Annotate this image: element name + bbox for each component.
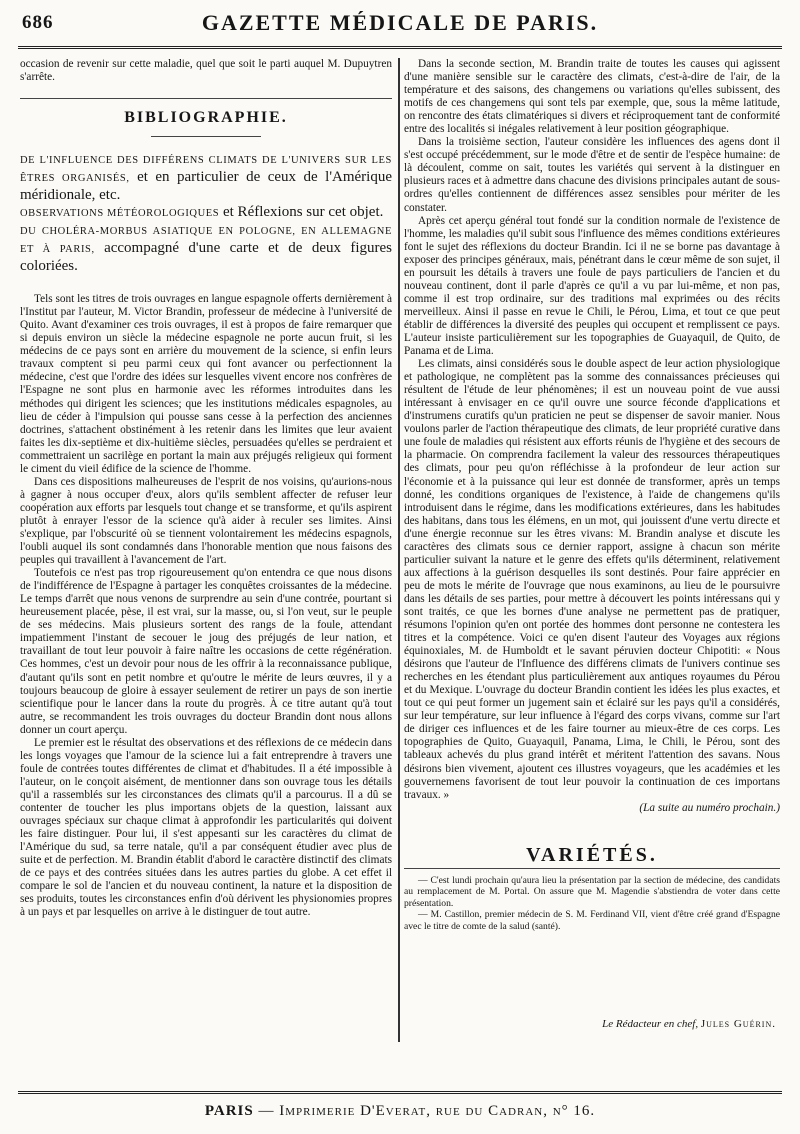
- book-title-1-caps: DE L'INFLUENCE DES DIFFÉRENS CLIMATS DE L'UNIVERS SUR LES ÊTRES ORGANISÉS,: [20, 155, 392, 185]
- to-be-continued: (La suite au numéro prochain.): [639, 801, 780, 814]
- book-title-3-caps: DU CHOLÉRA-MORBUS ASIATIQUE EN POLOGNE, EN ALLEMAGNE ET À PARIS,: [20, 226, 392, 256]
- right-column: [404, 58, 780, 1042]
- editor-role: Le Rédacteur en chef,: [602, 1018, 699, 1030]
- varietes-item: — C'est lundi prochain qu'aura lieu la présentation par la section de médecine, des candidats au remplacement de M. Portal. On assure que M. Magendie s'abstiendra de voter dans cette présentation.: [404, 874, 780, 909]
- paragraph: Les climats, ainsi considérés sous le double aspect de leur action physiologique et pathologique, ne complètent pas la somme des connaissances précieuses qui résultent de l'étude de leur phénomènes; il est un nouveau point de vue aussi intéressant à envisager en ce qu'il ouvre une source féconde d'applications et d'instrumens curatifs qu'un praticien ne peut se dispenser de savoir manier. Nous voulons parler de l'action thérapeutique des climats, de leur propriété curative dans une foule de maladies qui résistent aux efforts réunis de l'hygiène et des secours de la pharmacie. On comprendra facilement la valeur des ressources thérapeutiques des climats, pour peu qu'on réfléchisse à la profondeur de leur action sur l'économie et à la puissance qui leur est donnée de transformer, après un temps donné, les conditions organiques de l'existence, à l'aide de changemens qu'ils introduisent dans le régime, dans les modifications extérieures, dans les habitudes des habitans, dans tous les élémens, en un mot, qui jouissent d'une vertu directe et d'une énergie reconnue sur les êtres vivans: M. Brandin analyse et discute les caractères des climats sous ce dernier rapport, assigne à chacun son mérite particulier suivant la nature et le genre des effets qu'ils déterminent, relativement aux affections à la guérison desquelles ils sont destinés. Pour faire apprécier en peu de mots le mérite de l'ouvrage que nous examinons, au lieu de le poursuivre dans les détails de ses parties, pour mettre à découvert les points intéressans qui y sont traités, ce que les bornes d'une analyse ne permettent pas de pratiquer, résumons l'opinion qu'en ont portée des hommes dont personne ne contestera les titres et la compétence. Voici ce qu'en disent l'auteur des Voyages aux régions équinoxiales, M. de Humboldt et le savant péruvien docteur Chipotiti: « Nous désirons que l'auteur de l'Influence des différens climats de l'univers continue ses recherches en les étendant plus particulièrement aux antiques royaumes du Pérou et du Mexique. L'ouvrage du docteur Brandin contient les idées les plus exactes, et tout ce qui peut former un jugement sain et éclairé sur les pays qu'il a considérés, sur leur température, sur leur influence à l'égard des corps vivans, comme sur l'art de diriger ces influences et de les faire tourner au mieux-être de ces corps. Les topographies de Quito, Guayaquil, Panama, Lima, le Chili, le Pérou, sont des tableaux achevés du plus grand intérêt et méritent l'attention des savans. Nous désirons bien vivement, ajoutent ces illustres voyageurs, que les académies et les gouvernemens favorisent de tout leur pouvoir la continuation de ces importans travaux. »: [404, 358, 780, 801]
- page-header: [22, 6, 778, 50]
- varietes-item: — M. Castillon, premier médecin de S. M. Ferdinand VII, vient d'être créé grand d'Espagne avec le titre de comte de la salud (santé).: [404, 909, 780, 932]
- left-column: [20, 58, 392, 1042]
- section-divider: [20, 98, 392, 99]
- continuation-text: occasion de revenir sur cette maladie, quel que soit le parti auquel M. Dupuytren s'arrête.: [20, 58, 392, 84]
- section-title: BIBLIOGRAPHIE.: [124, 109, 288, 127]
- varietes-title: VARIÉTÉS.: [526, 843, 658, 866]
- footer-rule: [18, 1091, 782, 1094]
- book-title-2: [20, 204, 392, 222]
- header-rule: [18, 46, 782, 49]
- column-separator: [398, 58, 400, 1042]
- book-title-1-rest: et en particulier de ceux de l'Amérique méridionale, etc.: [20, 169, 392, 204]
- footer-city: PARIS: [204, 1103, 254, 1119]
- paragraph: Le premier est le résultat des observations et des réflexions de ce médecin dans les longs voyages que l'amour de la science lui a fait entreprendre à travers une foule de contrées toutes différentes de climat et d'habitudes. Il a été impossible à l'auteur, on le conçoit aisément, de mentionner dans son ouvrage tous les détails qu'il a rassemblés sur les circonstances des climats qu'il a parcourus. Il a dû se contenter de toucher les plus importans objets de la question, laissant aux ouvrages spéciaux sur chaque climat à approfondir les particularités qui doivent les faire distinguer. Pour lui, il s'est appesanti sur les caractères du climat de l'Amérique du sud, sa terre natale, qu'il a par conséquent étudier avec plus de suite et de perfection. M. Brandin établit d'abord le caractère distinctif des climats de ce pays et des contrées situées dans les autres parties du globe. A cet effet il compare le sol de l'ancien et du nouveau continent, la nature et la disposition de ses produits, toutes les circonstances enfin d'où dérivent les physionomies propres à un pays et par lesquelles on arrive à le distinguer de tout autre.: [20, 736, 392, 919]
- editor-signature: [602, 1018, 776, 1030]
- paragraph: Dans la seconde section, M. Brandin traite de toutes les causes qui agissent d'une manière sensible sur le caractère des climats, c'est-à-dire de l'air, de la température et des saisons, des changemens ou variations qu'elles subissent, des motifs de ces changemens qui sont tels par exemple, que, sous la même latitude, on rencontre des états climatériques si divers et réciproquement tant de conformité entre des localités si inégales relativement à leur position géographique.: [404, 58, 780, 136]
- book-title-3: [20, 222, 392, 275]
- paragraph: Après cet aperçu général tout fondé sur la condition normale de l'existence de l'homme, les maladies qu'il subit sous l'influence des mêmes conditions extérieures font le sujet des réflexions du docteur Brandin. Ici il ne se borne pas davantage à exposer des principes généraux, mais, pénétrant dans le cœur même de son sujet, il en poursuit les détails à travers une foule de pays particuliers de l'ancien et du nouveau continent, dont il parle d'après ce qu'il a vu par lui-même, et non pas, comme il est trop ordinaire, sur des traditions mal exprimées ou des récits merveilleux. Ainsi il passe en revue le Chili, le Pérou, Lima, et tout ce que peut établir de différences la diversité des peuples qui occupent et remplissent ce pays. L'auteur insiste particulièrement sur les topographies de Guayaquil, de Quito, de Panama et de Lima.: [404, 214, 780, 358]
- paragraph: Tels sont les titres de trois ouvrages en langue espagnole offerts dernièrement à l'Institut par l'auteur, M. Victor Brandin, professeur de médecine à l'université de Quito. Avant d'examiner ces trois ouvrages, il est à propos de faire remarquer que si depuis environ un siècle la médecine espagnole ne porte aucun fruit, si les médecins de ce pays sont en arrière du mouvement de la science, si enfin leurs travaux comptent si peu parmi ceux qui font avancer ou perfectionnent la médecine, c'est que l'ordre des idées sur lesquelles vivent encore nos confrères de l'Espagne ne sont plus en harmonie avec les réformes introduites dans les méthodes qui dirigent les sciences; que les institutions médicales espagnoles, au lieu de céder à l'impulsion qui pousse sans cesse à la perfection des anciennes doctrines, s'attachent obstinément à les retenir dans les limites que leur avaient faites les dix-septième et dix-huitième siècles, persuadées qu'elles se perdraient et commettraient un sacrilège en portant la main aux préjugés religieux qui forment le ciment du vieil édifice de la science de l'homme.: [20, 293, 392, 475]
- paragraph: Toutefois ce n'est pas trop rigoureusement qu'on entendra ce que nous disons de l'indifférence de l'Espagne à partager les conquêtes croissantes de la médecine. Le temps d'arrêt que nous venons de surprendre au sein d'une contrée, pourtant si heureusement placée, pèse, il est vrai, sur la masse, ou, si l'on veut, sur le peuple de ses médecins. Mais plusieurs sortent des rangs de la foule, attendant impatiemment l'instant de secouer le joug des préjugés de leur nation, et travaillant de tout leur pouvoir à faire naître les occasions de cette régénération. Ces hommes, c'est un devoir pour nous de les offrir à la reconnaissance publique, d'autant qu'ils sont en petit nombre et qu'outre le mérite de leurs œuvres, il y a toujours beaucoup de gloire à essayer seulement de retirer un pays de son inertie scientifique pour le lancer dans la route du progrès. À ce titre autant qu'à tout autre, se recommandent les trois ouvrages du docteur Brandin dont nous allons donner un court aperçu.: [20, 567, 392, 736]
- title-underline: [151, 136, 261, 137]
- editor-name: Jules Guérin.: [700, 1018, 776, 1030]
- book-title-1: [20, 151, 392, 204]
- footer-printer: — Imprimerie D'Everat, rue du Cadran, n° 16.: [253, 1103, 596, 1119]
- paragraph: Dans ces dispositions malheureuses de l'esprit de nos voisins, qu'aurions-nous à gagner à nous occuper d'eux, alors qu'ils semblent affecter de refuser leur coopération aux efforts par lesquels tout change et se transforme, et qu'ils aspirent plutôt à enrayer l'essor de la science qu'à aider à reculer ses limites. Ainsi s'explique, par l'obscurité où se tiennent volontairement les médecins espagnols, l'oubli auquel ils sont condamnés dans l'honorable mention que nous faisons des peuples qui travaillent à l'avancement de l'art.: [20, 475, 392, 567]
- book-title-3-rest: accompagné d'une carte et de deux figures coloriées.: [20, 240, 392, 275]
- varietes-rule: [404, 868, 780, 869]
- book-title-2-rest: et Réflexions sur cet objet.: [219, 204, 384, 221]
- journal-title: GAZETTE MÉDICALE DE PARIS.: [201, 10, 599, 35]
- printer-footer: [0, 1103, 800, 1120]
- paragraph: Dans la troisième section, l'auteur considère les influences des agens dont il s'est occupé précédemment, sur le mode d'être et de sentir de l'espèce humaine: de là découlent, comme on sait, toutes les variétés qui servent à la distinguer en plusieurs races et à admettre dans chacune des divisions principales autant de sous-ordres qu'elles contiennent de différences assez sensibles pour mériter de les constater.: [404, 136, 780, 214]
- page-number: 686: [22, 12, 54, 33]
- book-title-2-caps: OBSERVATIONS MÉTÉOROLOGIQUES: [20, 208, 220, 220]
